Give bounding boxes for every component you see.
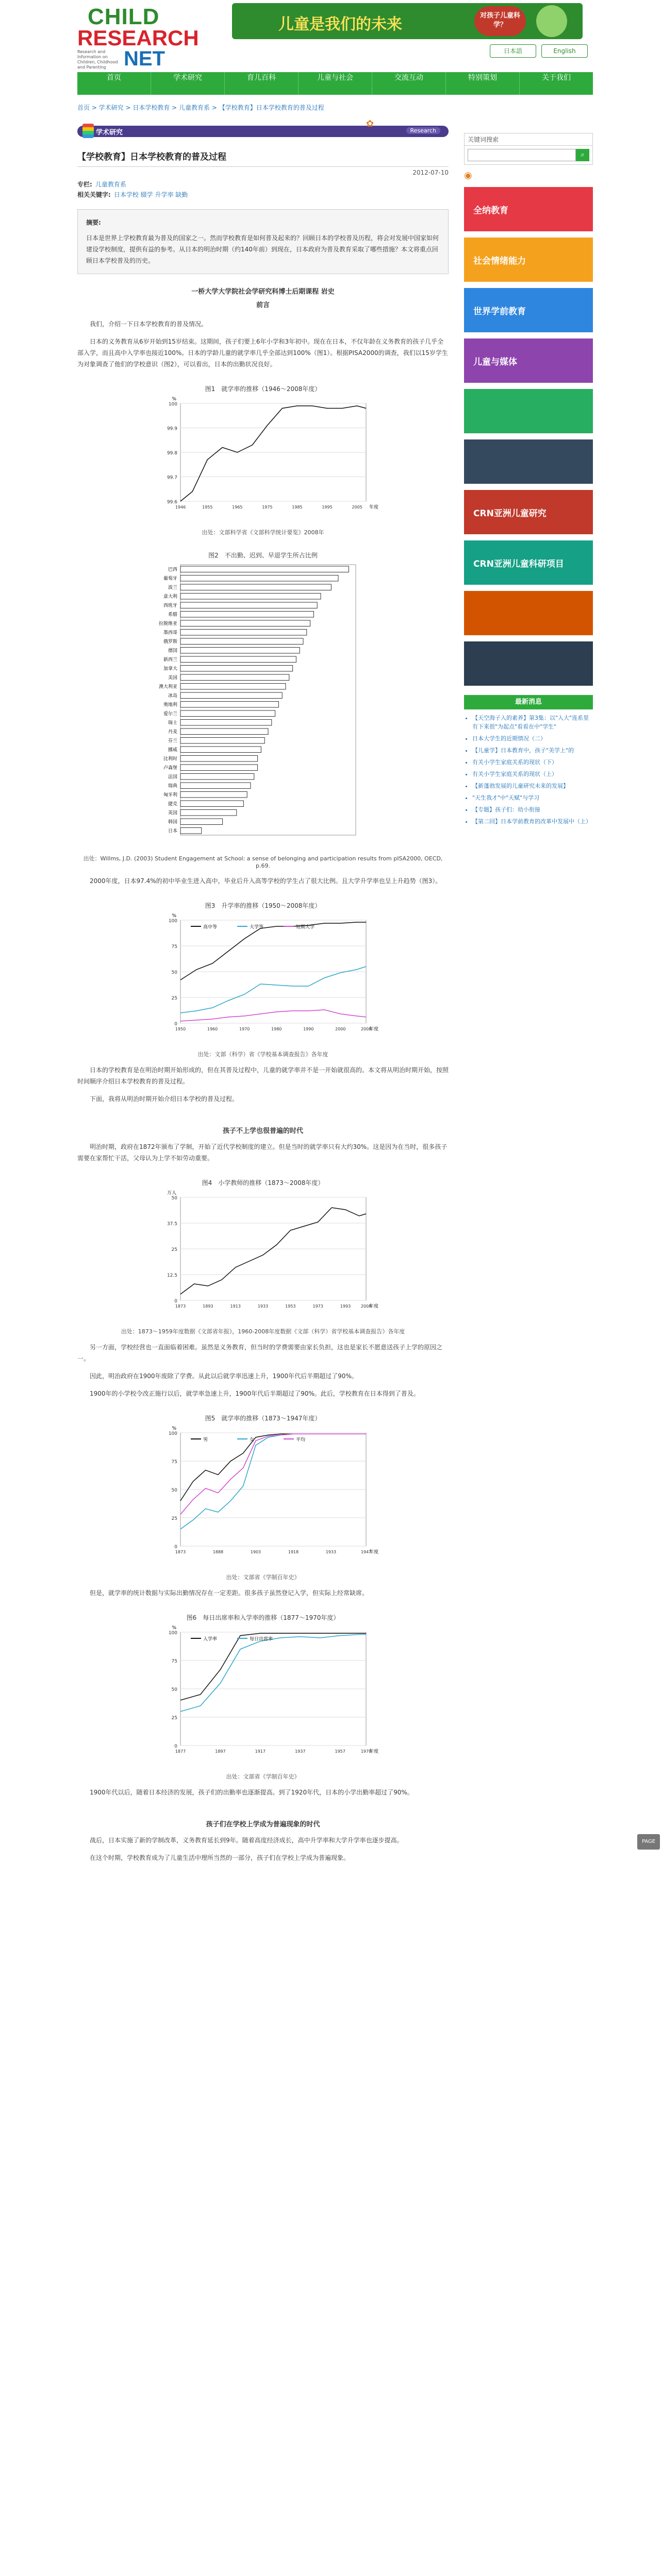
- y-tick-label: 50: [171, 1687, 177, 1692]
- paragraph: 日本的学校教育是在明治时期开始形成的，但在其普及过程中，儿童的就学率并不是一开始就很高的。本文将从明治时期开始，按照时间顺序介绍日本学校教育的普及过程。: [77, 1066, 449, 1085]
- bar: [180, 648, 300, 654]
- legend-label: 男: [203, 1437, 208, 1443]
- bar: [180, 702, 278, 708]
- figure-source: 出处：文部（科学）省《学校基本调查报告》各年度: [197, 1051, 328, 1058]
- category-label: 美国: [168, 675, 177, 681]
- news-item[interactable]: • 有关小学生家庭关系的现状（上）: [472, 770, 593, 778]
- logo-text-research: RESEARCH: [77, 26, 199, 50]
- x-tick-label: 1970: [360, 1749, 372, 1754]
- sidebar-ads: [464, 187, 593, 686]
- bookmark-icon[interactable]: ✿: [366, 118, 374, 129]
- header-banner: [232, 3, 583, 39]
- x-tick-label: 1993: [340, 1304, 351, 1309]
- sidebar: [464, 133, 593, 829]
- legend-label: 短期大学: [296, 925, 315, 930]
- bar: [180, 819, 223, 825]
- section-pill: [77, 126, 449, 137]
- category-label: 巴西: [168, 567, 177, 572]
- category-label: 比利时: [163, 756, 177, 762]
- bar: [180, 783, 251, 789]
- site-header: [0, 0, 662, 72]
- y-tick-label: 100: [168, 1631, 177, 1636]
- y-tick-label: 50: [171, 1196, 177, 1201]
- bar: [180, 584, 331, 590]
- bar: [180, 692, 282, 699]
- bar: [180, 710, 275, 717]
- bar: [180, 602, 317, 608]
- bar: [180, 612, 313, 618]
- sidebar-ad-label: 世界学前教育: [473, 306, 526, 317]
- x-tick-label: 1877: [175, 1749, 186, 1754]
- search-label: 关键词搜索: [465, 133, 592, 146]
- x-tick-label: 1985: [292, 505, 303, 510]
- sidebar-ad-1[interactable]: [464, 238, 593, 282]
- y-tick-label: 75: [171, 944, 177, 950]
- category-label: 俄罗斯: [163, 639, 177, 645]
- lang-en-button[interactable]: English: [541, 44, 588, 58]
- figure-caption: 图1 就学率的推移（1946～2008年度）: [205, 385, 321, 393]
- x-tick-label: 1946: [175, 505, 186, 510]
- y-tick-label: 99.9: [167, 426, 177, 432]
- search-icon[interactable]: ⌕: [576, 149, 589, 161]
- x-tick-label: 1995: [322, 505, 333, 510]
- x-tick-label: 1980: [271, 1027, 282, 1031]
- banner-slogan: 儿童是我们的未来: [278, 15, 402, 33]
- breadcrumb[interactable]: 首页 > 学术研究 > 日本学校教育 > 儿童教育系 > 【学校教育】日本学校教育的普及过程: [77, 104, 324, 111]
- bar: [180, 720, 272, 726]
- bar: [180, 728, 268, 735]
- figure-source: 出处：Willms, J.D. (2003) Student Engagement at School: a sense of belonging and participation results from pISA2000, OECD, p.69.: [83, 855, 443, 869]
- nav-research[interactable]: 学术研究: [151, 72, 225, 95]
- figure-3-chart: [77, 910, 449, 1044]
- keywords-links[interactable]: 日本学校 辍学 升学率 缺勤: [113, 191, 188, 198]
- section-right-label[interactable]: Research: [406, 127, 440, 134]
- bar: [180, 638, 303, 645]
- abstract-box: [77, 209, 449, 274]
- nav-special[interactable]: 特别策划: [446, 72, 520, 95]
- nav-society[interactable]: 儿童与社会: [299, 72, 372, 95]
- news-item[interactable]: • 【专题】孩子们：幼小衔接: [472, 805, 593, 814]
- figure-caption: 图6 每日出席率和入学率的推移（1877～1970年度）: [186, 1614, 340, 1621]
- sidebar-ad-7[interactable]: [464, 540, 593, 585]
- category-label: 加拿大: [163, 666, 177, 672]
- paragraph: 战后，日本实施了新的学制改革，义务教育延长到9年。随着高度经济成长，高中升学率和大学升学率也逐步提高。: [90, 1837, 403, 1844]
- news-item[interactable]: • "天生我才"中"天赋"与学习: [472, 793, 593, 802]
- figure-caption: 图2 不出勤、迟到、早退学生所占比例: [208, 552, 318, 559]
- y-tick-label: 100: [168, 1431, 177, 1436]
- y-tick-label: 75: [171, 1460, 177, 1465]
- logo-text-child: CHILD: [88, 4, 160, 29]
- bar: [180, 792, 247, 798]
- abstract-heading: 摘要:: [86, 219, 101, 226]
- y-tick-label: 100: [168, 402, 177, 407]
- bar: [180, 684, 286, 690]
- bar: [180, 747, 261, 753]
- y-tick-label: 0: [174, 1545, 177, 1550]
- search-box: [464, 133, 593, 165]
- section-heading: 孩子不上学也很普遍的时代: [222, 1127, 303, 1135]
- x-tick-label: 1913: [230, 1304, 241, 1309]
- sidebar-ad-8[interactable]: [464, 591, 593, 635]
- x-tick-label: 1933: [257, 1304, 269, 1309]
- main-content: [77, 118, 449, 1863]
- paragraph: 在这个时期，学校教育成为了儿童生活中理所当然的一部分，孩子们在学校上学成为普遍现象。: [90, 1854, 350, 1861]
- paragraph: 2000年度，日本97.4%的初中毕业生进入高中，毕业后升入高等学校的学生占了很大比例。且大学升学率也呈上升趋势（图3）。: [90, 877, 442, 885]
- y-axis-label: %: [172, 397, 176, 402]
- y-tick-label: 99.6: [167, 500, 177, 505]
- section-label: 学术研究: [96, 129, 123, 137]
- news-item[interactable]: • 【新蓬勃发展的儿童研究未来的发展】: [472, 782, 593, 790]
- series-line-1: [180, 1434, 366, 1529]
- y-tick-label: 50: [171, 970, 177, 975]
- nav-about[interactable]: 关于我们: [542, 74, 571, 82]
- x-tick-label: 1960: [207, 1027, 218, 1031]
- y-axis-label: 万人: [167, 1191, 176, 1196]
- author-line: 一桥大学大学院社会学研究科博士后期课程 岩史: [191, 288, 335, 296]
- x-tick-label: 1937: [295, 1749, 306, 1754]
- news-item[interactable]: • 【天空海子入的素养】第3集：以"入大"连系里有下来很"为起点"看看在中"学生": [472, 714, 593, 731]
- legend-label: 每日出席率: [250, 1637, 273, 1642]
- y-axis-label: %: [172, 913, 176, 919]
- y-tick-label: 12.5: [167, 1273, 177, 1278]
- bar: [180, 630, 307, 636]
- category-label: 意大利: [163, 594, 177, 600]
- category-label: 葡萄牙: [163, 576, 177, 582]
- lang-ja-button[interactable]: 日本語: [490, 44, 536, 58]
- category-label: 墨西哥: [163, 630, 177, 636]
- section-heading: 孩子们在学校上学成为普遍现象的时代: [206, 1821, 320, 1828]
- category-label: 西班牙: [163, 603, 177, 608]
- sidebar-ad-label: 儿童与媒体: [473, 357, 517, 367]
- news-item[interactable]: • 【儿童学】日本教育中，孩子"美学上"的: [472, 746, 593, 755]
- y-tick-label: 25: [171, 1516, 177, 1521]
- x-tick-label: 1955: [202, 505, 213, 510]
- legend-label: 平均: [296, 1437, 306, 1443]
- nav-parenting[interactable]: 育儿百科: [225, 72, 299, 95]
- figure-source: 出处：文部科学省《文部科学统计要览》2008年: [202, 529, 324, 536]
- category-label: 捷克: [168, 802, 177, 807]
- sidebar-ad-3[interactable]: [464, 338, 593, 383]
- paragraph: 日本的义务教育从6岁开始到15岁结束。这期间，孩子们要上6年小学和3年初中。现在在日本，不仅年龄在义务教育的孩子几乎全部入学，而且高中入学率也接近100%。日本的学龄儿童的就学率几乎全部达到100%（图1）。根据PISA2000的调查，我们以15岁学生为对象调查了他们的学校意识（图2），可以看出，日本的出勤状况良好。: [77, 338, 448, 368]
- sidebar-ad-4[interactable]: [464, 389, 593, 433]
- rss-icon[interactable]: ◉: [464, 170, 472, 181]
- bar: [180, 594, 321, 600]
- category-label: 奥地利: [163, 702, 177, 708]
- category-label: 希腊: [168, 612, 177, 618]
- news-item[interactable]: • 【第二回】日本学前教育的改革中发展中（上）: [472, 817, 593, 826]
- preface-heading: 前言: [256, 301, 270, 309]
- category-label: 德国: [168, 648, 177, 654]
- news-box: [464, 695, 593, 826]
- y-tick-label: 25: [171, 996, 177, 1001]
- x-tick-label: 1970: [239, 1027, 250, 1031]
- child-illustration-icon: [536, 5, 567, 37]
- x-tick-label: 1953: [285, 1304, 296, 1309]
- bar: [180, 656, 296, 663]
- category-label: 丹麦: [168, 730, 177, 735]
- category-label: 韩国: [168, 820, 177, 825]
- main-nav: [77, 72, 593, 95]
- category-label: 爱尔兰: [163, 711, 177, 717]
- search-input[interactable]: [468, 149, 576, 161]
- bar: [180, 575, 338, 582]
- figure-2-chart: [77, 560, 449, 848]
- y-axis-label: %: [172, 1426, 176, 1431]
- figure-source: 出处：文部省《学制百年史》: [226, 1574, 300, 1581]
- paragraph: 我们，介绍一下日本学校教育的普及情况。: [90, 320, 208, 328]
- figure-source: 出处：文部省《学制百年史》: [226, 1773, 300, 1780]
- x-tick-label: 1990: [303, 1027, 314, 1031]
- y-tick-label: 50: [171, 1488, 177, 1493]
- x-tick-label: 1957: [335, 1749, 345, 1754]
- paragraph: 明治时期，政府在1872年颁布了学制，开始了近代学校制度的建立。但是当时的就学率只有大约30%。这是因为在当时，很多孩子需要在家帮忙干活，父母认为上学不如劳动重要。: [77, 1143, 448, 1162]
- section-bar: [77, 118, 449, 139]
- author-block: [77, 285, 449, 312]
- bar: [180, 828, 202, 834]
- article-title: 【学校教育】日本学校教育的普及过程: [77, 149, 449, 167]
- category-label: 瑞典: [168, 784, 177, 789]
- y-tick-label: 99.8: [167, 451, 177, 456]
- x-axis-label: 年度: [369, 1027, 379, 1032]
- article-date: 2012-07-10: [412, 169, 449, 176]
- y-tick-label: 25: [171, 1247, 177, 1252]
- paragraph: 1900年代以后，随着日本经济的发展，孩子们的出勤率也逐渐提高。到了1920年代，日本的小学出勤率超过了90%。: [90, 1789, 413, 1796]
- x-tick-label: 2000: [335, 1027, 346, 1031]
- paragraph: 下面，我将从明治时期开始介绍日本学校的普及过程。: [90, 1095, 239, 1103]
- category-label: 拉脱维亚: [158, 621, 177, 626]
- figure-4-chart: [77, 1187, 449, 1321]
- series-line-1: [180, 967, 366, 1013]
- category-label: 新西兰: [163, 657, 177, 663]
- bar: [180, 801, 243, 807]
- category-label: 卢森堡: [163, 766, 177, 771]
- legend-label: 女: [250, 1437, 255, 1443]
- nav-exchange[interactable]: 交流互动: [372, 72, 446, 95]
- y-tick-label: 0: [174, 1022, 177, 1027]
- y-tick-label: 25: [171, 1716, 177, 1721]
- x-tick-label: 1965: [232, 505, 243, 510]
- x-axis-label: 年度: [369, 1550, 379, 1555]
- category-label: 波兰: [168, 585, 177, 590]
- series-line-0: [180, 406, 366, 501]
- nav-home[interactable]: 首页: [77, 72, 151, 95]
- news-heading: 最新消息: [464, 695, 593, 709]
- x-axis-label: 年度: [369, 505, 379, 510]
- x-tick-label: 1973: [312, 1304, 323, 1309]
- bar: [180, 765, 258, 771]
- series-line-2: [180, 1434, 366, 1514]
- news-list: [464, 714, 593, 826]
- sidebar-ad-label: CRN亚洲儿童科研项目: [473, 558, 564, 569]
- x-tick-label: 1917: [255, 1749, 266, 1754]
- paragraph: 因此，明治政府在1900年废除了学费。从此以后就学率迅速上升，1900年代后半期超过了90%。: [90, 1372, 358, 1380]
- sidebar-ad-5[interactable]: [464, 439, 593, 484]
- category-label: 日本: [168, 828, 177, 834]
- sidebar-ad-label: 社会情绪能力: [473, 256, 526, 266]
- category-label: 芬兰: [168, 738, 177, 744]
- x-tick-label: 2008: [360, 1027, 372, 1031]
- bar: [180, 738, 264, 744]
- paragraph: 另一方面，学校经营也一直面临着困难。虽然是义务教育，但当时的学费需要由家长负担，这也是家长不愿意送孩子上学的原因之一。: [77, 1344, 443, 1362]
- author-link[interactable]: 儿童教育系: [95, 181, 126, 188]
- bar: [180, 666, 293, 672]
- bar: [180, 674, 289, 681]
- bar: [180, 620, 310, 626]
- author-label: 专栏:: [77, 181, 92, 188]
- legend-label: 大学等: [250, 925, 264, 930]
- category-label: 冰岛: [168, 693, 177, 699]
- figure-6-chart: [77, 1622, 449, 1766]
- bar: [180, 810, 237, 816]
- news-item[interactable]: • 有关小学生家庭关系的现状（下）: [472, 758, 593, 767]
- category-label: 瑞士: [168, 720, 177, 726]
- series-line-1: [180, 1634, 366, 1711]
- x-tick-label: 1950: [175, 1027, 186, 1031]
- y-tick-label: 99.7: [167, 475, 177, 481]
- bar: [180, 756, 258, 762]
- series-line-2: [180, 1010, 366, 1021]
- x-tick-label: 1933: [325, 1550, 337, 1554]
- books-icon: [82, 124, 94, 138]
- site-logo[interactable]: [77, 3, 201, 70]
- news-item[interactable]: • 日本大学生的近期情况（二）: [472, 734, 593, 743]
- x-axis-label: 年度: [369, 1749, 379, 1754]
- category-label: 法国: [168, 774, 177, 780]
- x-tick-label: 2005: [352, 505, 362, 510]
- sidebar-ad-0[interactable]: [464, 187, 593, 231]
- x-tick-label: 1975: [262, 505, 273, 510]
- x-tick-label: 1918: [288, 1550, 299, 1554]
- y-tick-label: 0: [174, 1744, 177, 1749]
- banner-bubble: 对孩子儿童科学？: [474, 6, 526, 36]
- x-tick-label: 1888: [212, 1550, 224, 1554]
- series-line-0: [180, 1208, 366, 1294]
- y-tick-label: 0: [174, 1299, 177, 1304]
- y-axis-label: %: [172, 1625, 176, 1631]
- search-row: [468, 149, 589, 161]
- back-to-top-button[interactable]: PAGE TOP: [637, 1834, 660, 1850]
- figure-5-chart: [77, 1422, 449, 1567]
- series-line-0: [180, 1633, 366, 1700]
- paragraph: 但是，就学率的统计数据与实际出勤情况存在一定差距。很多孩子虽然登记入学，但实际上经常缺席。: [90, 1589, 369, 1597]
- series-line-0: [180, 1434, 366, 1501]
- series-line-0: [180, 922, 366, 980]
- paragraph: 1900年的小学校令改正施行以后，就学率急速上升，1900年代后半期超过了90%。此后，学校教育在日本得到了普及。: [90, 1390, 420, 1397]
- sidebar-ad-label: 全纳教育: [473, 205, 508, 216]
- abstract-text: 日本是世界上学校教育最为普及的国家之一。然而学校教育是如何普及起来的？回顾日本的学校普及历程，将会对发展中国家如何建设学校制度，提供有益的参考。从日本的明治时期（约140年前）到现在，日本政府为普及教育采取了哪些措施？本文将重点回顾日本学校普及的历史。: [86, 234, 439, 264]
- y-tick-label: 100: [168, 919, 177, 924]
- figure-caption: 图5 就学率的推移（1873～1947年度）: [205, 1415, 321, 1422]
- x-tick-label: 2008: [360, 1304, 372, 1309]
- logo-text-net: NET: [124, 47, 165, 70]
- bar: [180, 566, 349, 572]
- x-tick-label: 1873: [175, 1304, 186, 1309]
- bar: [180, 774, 254, 780]
- keywords-label: 相关关键字:: [77, 191, 111, 198]
- sidebar-ad-2[interactable]: [464, 288, 593, 332]
- y-tick-label: 75: [171, 1659, 177, 1664]
- figure-caption: 图4 小学教师的推移（1873～2008年度）: [202, 1179, 324, 1187]
- legend-label: 入学率: [203, 1637, 218, 1642]
- figure-source: 出处：1873～1959年度数据《文部省年报》，1960-2008年度数据《文部（科学）省学校基本调查报告》各年度: [121, 1328, 405, 1335]
- category-label: 英国: [168, 810, 177, 816]
- x-tick-label: 1897: [215, 1749, 226, 1754]
- category-label: 匈牙利: [163, 792, 177, 798]
- category-label: 澳大利亚: [158, 684, 177, 690]
- sidebar-ad-6[interactable]: [464, 490, 593, 534]
- x-tick-label: 1903: [250, 1550, 261, 1554]
- x-tick-label: 1893: [203, 1304, 213, 1309]
- logo-tagline: Research and Information on Children, Childhood and Parenting: [77, 49, 118, 70]
- category-label: 挪威: [168, 748, 177, 753]
- article-meta: [77, 179, 449, 200]
- figure-1-chart: [77, 393, 449, 522]
- x-axis-label: 年度: [369, 1304, 379, 1309]
- x-tick-label: 1947: [360, 1550, 372, 1554]
- sidebar-ad-9[interactable]: [464, 641, 593, 686]
- y-tick-label: 37.5: [167, 1222, 177, 1227]
- sidebar-ad-label: CRN亚洲儿童研究: [473, 508, 547, 519]
- figure-caption: 图3 升学率的推移（1950～2008年度）: [205, 902, 321, 909]
- x-tick-label: 1873: [175, 1550, 186, 1554]
- legend-label: 高中等: [203, 925, 218, 930]
